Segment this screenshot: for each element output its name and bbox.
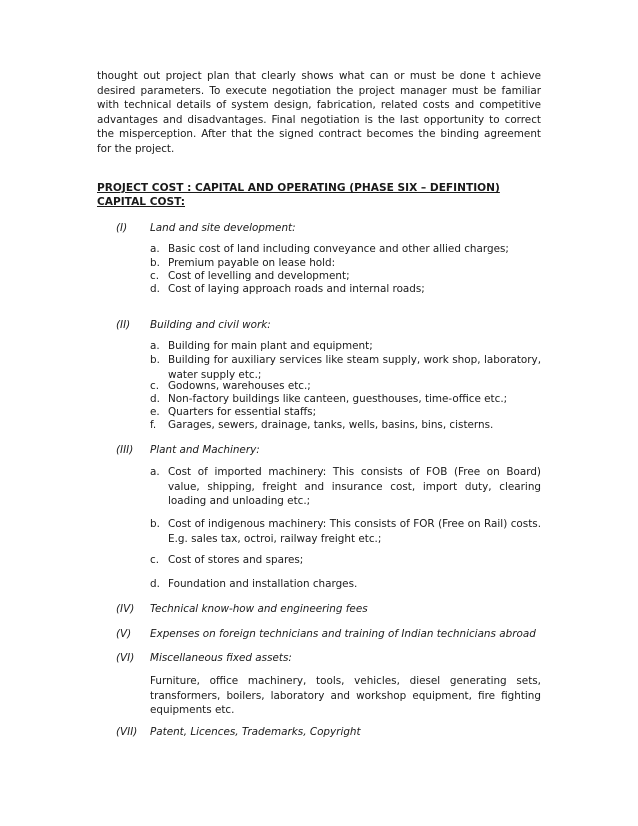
section-number: (II) bbox=[116, 319, 131, 331]
list-item-letter: b. bbox=[150, 257, 160, 269]
list-item-letter: a. bbox=[150, 466, 160, 478]
list-item bbox=[150, 517, 541, 546]
list-item-letter: d. bbox=[150, 393, 160, 405]
section-number: (I) bbox=[116, 222, 128, 234]
list-item-letter: c. bbox=[150, 270, 160, 282]
section-number: (VII) bbox=[116, 726, 138, 738]
list-item-text: Cost of levelling and development; bbox=[168, 270, 350, 282]
section-paragraph: Furniture, office machinery, tools, vehicles, diesel generating sets, transformers, boilers, laboratory and workshop equipment, fire fighting equipments etc. bbox=[150, 675, 541, 717]
list-item bbox=[150, 418, 541, 433]
section-title: Miscellaneous fixed assets: bbox=[150, 652, 292, 664]
list-item-letter: f. bbox=[150, 419, 157, 431]
heading-capital-cost: CAPITAL COST: bbox=[97, 196, 186, 208]
list-item-letter: c. bbox=[150, 554, 160, 566]
list-item-text: Garages, sewers, drainage, tanks, wells, basins, bins, cisterns. bbox=[168, 419, 494, 431]
list-item-text: Cost of imported machinery: This consists of FOB (Free on Board) value, shipping, freight and insurance cost, import duty, clearing loading and unloading etc.; bbox=[168, 466, 541, 508]
list-item-text: Cost of indigenous machinery: This consists of FOR (Free on Rail) costs. E.g. sales tax, octroi, railway freight etc.; bbox=[168, 518, 541, 545]
list-item-text: Cost of laying approach roads and internal roads; bbox=[168, 283, 425, 295]
intro-paragraph: thought out project plan that clearly shows what can or must be done t achieve desired parameters. To execute negotiation the project manager must be familiar with technical details of system design, fabrication, related costs and competitive advantages and disadvantages. Final negotiation is the last opportunity to correct the misperception. After that the signed contract becomes the binding agreement for the project. bbox=[97, 70, 541, 155]
list-item-text: Basic cost of land including conveyance and other allied charges; bbox=[168, 243, 509, 255]
list-item-letter: a. bbox=[150, 243, 160, 255]
list-item-letter: e. bbox=[150, 406, 160, 418]
list-item-letter: b. bbox=[150, 518, 160, 530]
list-item-text: Foundation and installation charges. bbox=[168, 578, 358, 590]
heading-project-cost: PROJECT COST : CAPITAL AND OPERATING (PHASE SIX – DEFINTION) bbox=[97, 182, 500, 194]
section-title: Plant and Machinery: bbox=[150, 444, 260, 456]
list-item-text: Quarters for essential staffs; bbox=[168, 406, 317, 418]
list-item bbox=[150, 353, 541, 382]
section-number: (III) bbox=[116, 444, 134, 456]
section-title: Patent, Licences, Trademarks, Copyright bbox=[150, 726, 361, 738]
list-item bbox=[150, 465, 541, 509]
list-item bbox=[150, 339, 541, 354]
list-item-letter: c. bbox=[150, 380, 160, 392]
list-item-letter: d. bbox=[150, 283, 160, 295]
list-item-text: Godowns, warehouses etc.; bbox=[168, 380, 311, 392]
list-item bbox=[150, 242, 541, 257]
list-item-letter: b. bbox=[150, 354, 160, 366]
section-number: (V) bbox=[116, 628, 132, 640]
section-number: (VI) bbox=[116, 652, 135, 664]
section-title: Building and civil work: bbox=[150, 319, 271, 331]
list-item-text: Non-factory buildings like canteen, guesthouses, time-office etc.; bbox=[168, 393, 508, 405]
section-number: (IV) bbox=[116, 603, 135, 615]
list-item bbox=[150, 282, 541, 297]
list-item-text: Cost of stores and spares; bbox=[168, 554, 304, 566]
list-item bbox=[150, 553, 541, 568]
list-item bbox=[150, 577, 541, 592]
list-item-text: Building for main plant and equipment; bbox=[168, 340, 373, 352]
section-title: Expenses on foreign technicians and training of Indian technicians abroad bbox=[150, 628, 536, 640]
list-item-letter: a. bbox=[150, 340, 160, 352]
list-item-text: Building for auxiliary services like steam supply, work shop, laboratory, water supply etc.; bbox=[168, 354, 541, 381]
list-item-text: Premium payable on lease hold: bbox=[168, 257, 336, 269]
section-title: Technical know-how and engineering fees bbox=[150, 603, 368, 615]
list-item-letter: d. bbox=[150, 578, 160, 590]
section-title: Land and site development: bbox=[150, 222, 296, 234]
